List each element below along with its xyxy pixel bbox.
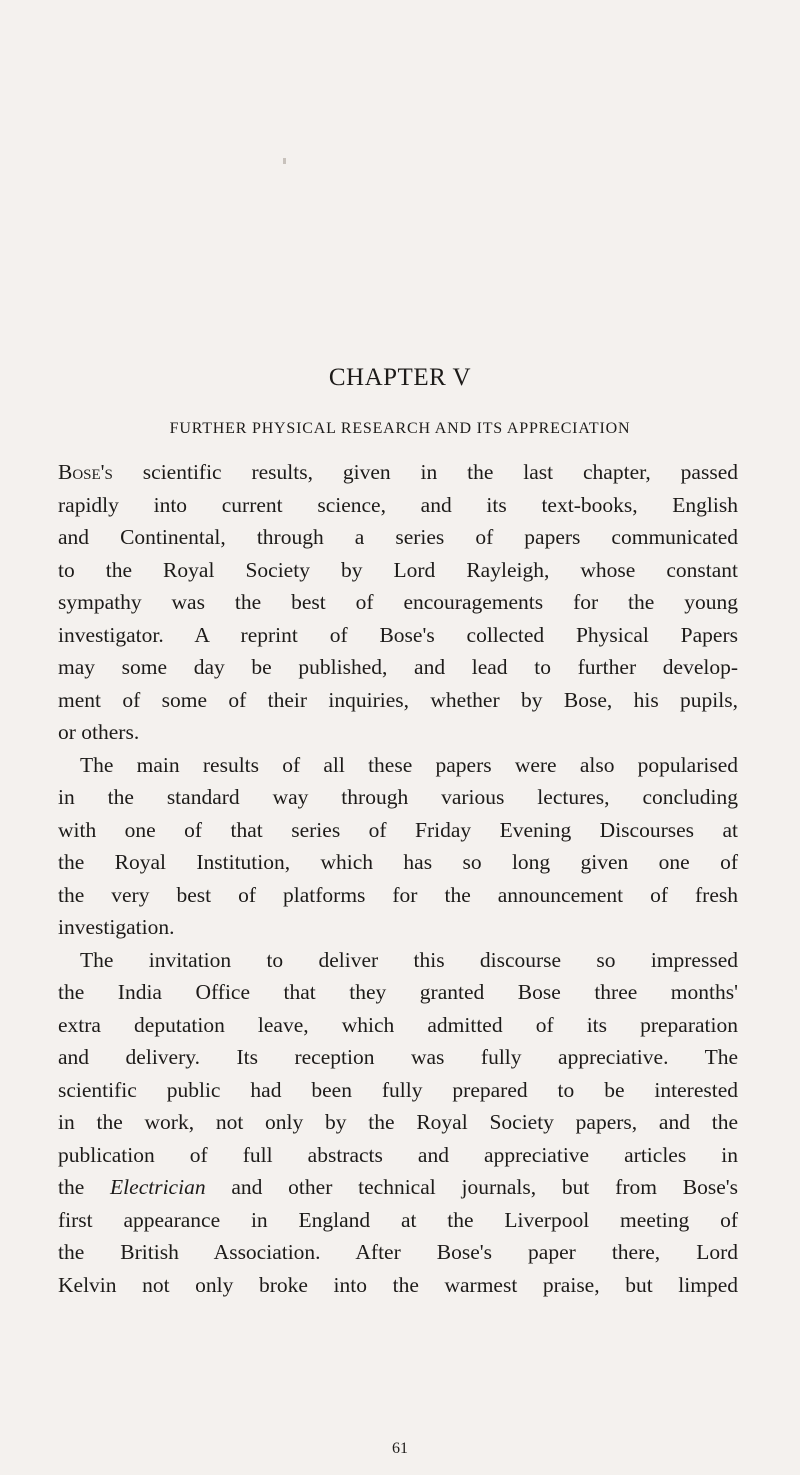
text-line: or others. [58, 720, 140, 744]
text-line: may some day be published, and lead to further develop- [58, 655, 738, 679]
text-line: publication of full abstracts and appreciative articles in [58, 1142, 738, 1167]
journal-title: Electrician [110, 1175, 206, 1199]
text-line: Kelvin not only broke into the warmest praise, but limped [58, 1272, 738, 1297]
page-number: 61 [392, 1440, 408, 1457]
text-line: investigator. A reprint of Bose's collected Physical Papers [58, 622, 738, 647]
text-line: and delivery. Its reception was fully appreciative. The [58, 1045, 738, 1069]
text-line: the British Association. After Bose's paper there, Lord [58, 1240, 738, 1264]
text-line: and Continental, through a series of papers communicated [58, 525, 738, 549]
body-text [58, 456, 738, 1301]
paper-speck [283, 158, 286, 164]
text-line: extra deputation leave, which admitted of its preparation [58, 1012, 738, 1037]
text-line: investigation. [58, 915, 175, 939]
text-line: Bose's scientific results, given in the last chapter, passed [58, 460, 738, 484]
text-line: first appearance in England at the Liverpool meeting of [58, 1207, 738, 1232]
text-line: ment of some of their inquiries, whether by Bose, his pupils, [58, 687, 738, 712]
opening-word: Bose's [58, 460, 113, 484]
text-line: the very best of platforms for the announcement of fresh [58, 882, 738, 907]
text-line: to the Royal Society by Lord Rayleigh, whose constant [58, 557, 738, 582]
text-line: The invitation to deliver this discourse so impressed [80, 947, 738, 972]
text-line: with one of that series of Friday Evening Discourses at [58, 817, 738, 842]
text-line: in the standard way through various lectures, concluding [58, 785, 738, 809]
text-line: the Electrician and other technical journals, but from Bose's [58, 1175, 738, 1199]
chapter-subtitle: FURTHER PHYSICAL RESEARCH AND ITS APPRECIATION [169, 420, 631, 437]
text-line: in the work, not only by the Royal Society papers, and the [58, 1110, 738, 1134]
text-line: the Royal Institution, which has so long given one of [58, 850, 738, 874]
text-line: The main results of all these papers were also popularised [80, 752, 738, 777]
text-line: rapidly into current science, and its text-books, English [58, 492, 738, 517]
text-line: the India Office that they granted Bose three months' [58, 980, 738, 1004]
text-line: sympathy was the best of encouragements for the young [58, 590, 738, 614]
text-line: scientific public had been fully prepared to be interested [58, 1077, 738, 1102]
chapter-title: CHAPTER V [328, 364, 472, 391]
